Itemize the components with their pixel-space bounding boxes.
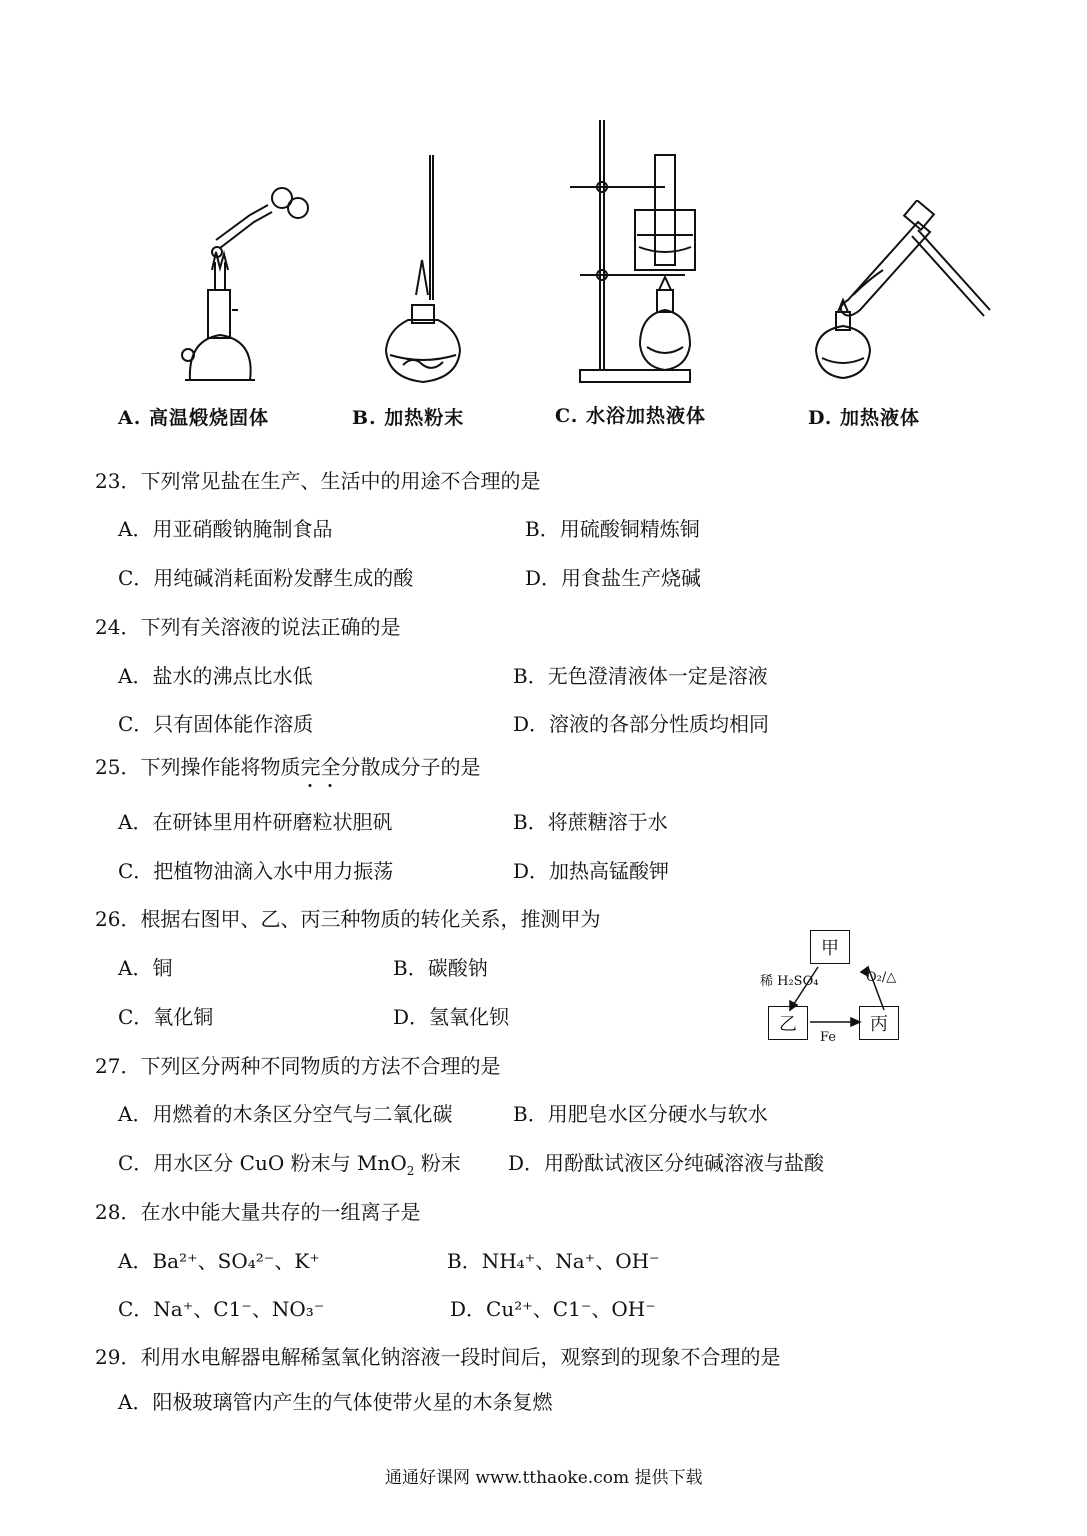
question-27-option-c-pre: C．用水区分 CuO 粉末与 MnO xyxy=(118,1151,407,1175)
node-yi: 乙 xyxy=(768,1006,808,1040)
question-26-option-a: A．铜 xyxy=(118,956,173,980)
question-25-stem xyxy=(95,751,480,780)
question-29-stem: 29．利用水电解器电解稀氢氧化钠溶液一段时间后，观察到的现象不合理的是 xyxy=(95,1345,781,1369)
figure-b-caption: B. 加热粉末 xyxy=(352,407,465,429)
figure-d-heating-liquid xyxy=(808,200,998,390)
question-28-stem: 28．在水中能大量共存的一组离子是 xyxy=(95,1200,421,1224)
question-23-stem: 23．下列常见盐在生产、生活中的用途不合理的是 xyxy=(95,469,541,493)
question-24-option-b: B．无色澄清液体一定是溶液 xyxy=(513,664,768,688)
question-24-option-a: A．盐水的沸点比水低 xyxy=(118,664,313,688)
question-23-option-a: A．用亚硝酸钠腌制食品 xyxy=(118,517,333,541)
question-25-option-d: D．加热高锰酸钾 xyxy=(513,859,670,883)
figure-c-caption: C. 水浴加热液体 xyxy=(555,405,707,427)
question-25-option-b: B．将蔗糖溶于水 xyxy=(513,810,668,834)
question-27-option-a: A．用燃着的木条区分空气与二氧化碳 xyxy=(118,1102,453,1126)
label-dilute-h2so4: 稀 H₂SO₄ xyxy=(760,974,819,989)
question-28-option-a: A．Ba²⁺、SO₄²⁻、K⁺ xyxy=(118,1249,320,1273)
question-28-option-d: D．Cu²⁺、C1⁻、OH⁻ xyxy=(450,1297,656,1321)
question-23-option-c: C．用纯碱消耗面粉发酵生成的酸 xyxy=(118,566,414,590)
question-27-option-c xyxy=(118,1147,461,1176)
question-25-stem-pre: 25．下列操作能将物质 xyxy=(95,755,301,779)
question-24-option-c: C．只有固体能作溶质 xyxy=(118,712,314,736)
question-28-option-b: B．NH₄⁺、Na⁺、OH⁻ xyxy=(447,1249,660,1273)
figure-a-caption: A. 高温煅烧固体 xyxy=(118,407,269,429)
question-23-option-d: D．用食盐生产烧碱 xyxy=(525,566,702,590)
question-27-option-d: D．用酚酞试液区分纯碱溶液与盐酸 xyxy=(508,1151,825,1175)
figure-c-water-bath xyxy=(565,115,705,385)
question-26-option-b: B．碳酸钠 xyxy=(393,956,488,980)
question-26-option-c: C．氧化铜 xyxy=(118,1005,214,1029)
question-26-stem: 26．根据右图甲、乙、丙三种物质的转化关系，推测甲为 xyxy=(95,907,601,931)
question-26-option-d: D．氢氧化钡 xyxy=(393,1005,510,1029)
figure-d-caption: D. 加热液体 xyxy=(808,407,921,429)
node-jia: 甲 xyxy=(810,930,850,964)
label-fe: Fe xyxy=(820,1030,837,1045)
question-28-option-c: C．Na⁺、C1⁻、NO₃⁻ xyxy=(118,1297,325,1321)
question-29-option-a: A．阳极玻璃管内产生的气体使带火星的木条复燃 xyxy=(118,1390,553,1414)
node-bing: 丙 xyxy=(859,1006,899,1040)
question-25-option-c: C．把植物油滴入水中用力振荡 xyxy=(118,859,394,883)
label-o2-heat: O₂/△ xyxy=(866,970,897,985)
emphasis-dot-2: 全 xyxy=(320,755,341,779)
question-23-option-b: B．用硫酸铜精炼铜 xyxy=(525,517,700,541)
figure-a-high-temp-calcination xyxy=(160,170,310,390)
question-24-option-d: D．溶液的各部分性质均相同 xyxy=(513,712,770,736)
emphasis-dot-1: 完 xyxy=(300,755,321,779)
figure-b-heating-powder xyxy=(378,150,468,390)
mno2-subscript: 2 xyxy=(406,1164,415,1178)
page-footer: 通通好课网 www.tthaoke.com 提供下载 xyxy=(385,1468,703,1488)
question-25-option-a: A．在研钵里用杵研磨粒状胆矾 xyxy=(118,810,393,834)
question-25-stem-post: 分散成分子的是 xyxy=(340,755,481,779)
question-27-stem: 27．下列区分两种不同物质的方法不合理的是 xyxy=(95,1054,501,1078)
question-24-stem: 24．下列有关溶液的说法正确的是 xyxy=(95,615,401,639)
question-27-option-b: B．用肥皂水区分硬水与软水 xyxy=(513,1102,768,1126)
question-27-option-c-post: 粉末 xyxy=(414,1151,461,1175)
